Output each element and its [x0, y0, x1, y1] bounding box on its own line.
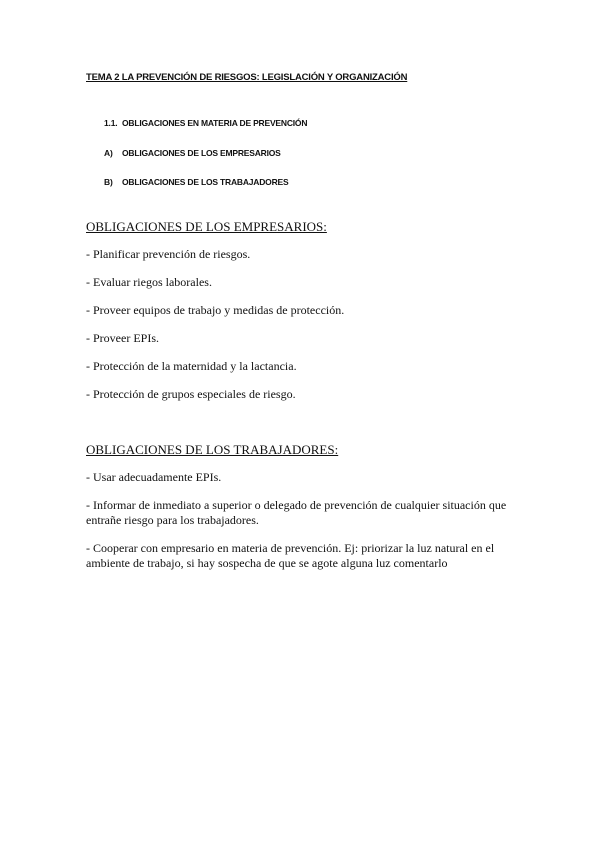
toc-entry-b	[104, 177, 288, 187]
list-item: - Evaluar riegos laborales.	[86, 275, 212, 289]
toc-main-label: OBLIGACIONES EN MATERIA DE PREVENCIÓN	[122, 118, 308, 128]
toc-main-entry	[104, 118, 307, 128]
document-title: TEMA 2 LA PREVENCIÓN DE RIESGOS: LEGISLACIÓN Y ORGANIZACIÓN	[86, 72, 408, 83]
toc-main-number: 1.1.	[104, 118, 118, 128]
toc-entry-letter: B)	[104, 177, 113, 187]
list-item: - Planificar prevención de riesgos.	[86, 247, 251, 261]
list-item: - Informar de inmediato a superior o delegado de prevención de cualquier situación que entrañe riesgo para los trabajadores.	[86, 498, 507, 527]
list-item: - Cooperar con empresario en materia de prevención. Ej: priorizar la luz natural en el ambiente de trabajo, si hay sospecha de que se agote alguna luz comentarlo	[86, 541, 495, 570]
list-item: - Protección de la maternidad y la lactancia.	[86, 359, 297, 373]
toc-entry-a	[104, 148, 281, 158]
toc-entry-label: OBLIGACIONES DE LOS TRABAJADORES	[122, 177, 289, 187]
section-heading-empresarios: OBLIGACIONES DE LOS EMPRESARIOS:	[86, 219, 327, 234]
list-item: - Proveer EPIs.	[86, 331, 159, 345]
list-item: - Proveer equipos de trabajo y medidas de protección.	[86, 303, 345, 317]
toc-entry-letter: A)	[104, 148, 113, 158]
section-heading-trabajadores: OBLIGACIONES DE LOS TRABAJADORES:	[86, 442, 339, 457]
list-item: - Usar adecuadamente EPIs.	[86, 470, 222, 484]
list-item: - Protección de grupos especiales de riesgo.	[86, 387, 296, 401]
toc-entry-label: OBLIGACIONES DE LOS EMPRESARIOS	[122, 148, 281, 158]
